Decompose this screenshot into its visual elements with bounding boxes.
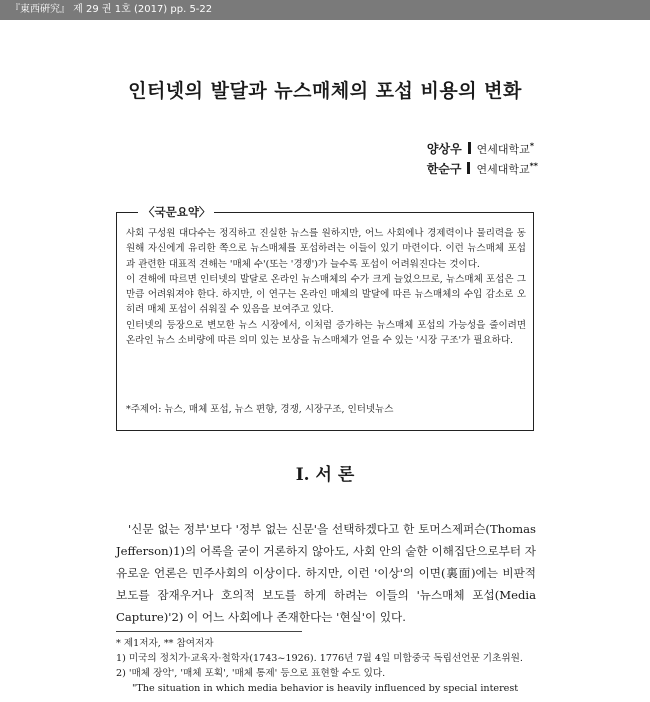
journal-header — [0, 0, 650, 20]
body-text — [116, 518, 536, 628]
footnote: "The situation in which media behavior is heavily influenced by special interest — [132, 683, 519, 694]
author-1 — [427, 140, 534, 157]
section-heading: Ⅰ. 서 론 — [295, 465, 355, 485]
footnote: * 제1저자, ** 참여저자 — [116, 638, 214, 649]
author-name: 한순구 — [426, 162, 462, 176]
paper-title: 인터넷의 발달과 뉴스매체의 포섭 비용의 변화 — [128, 80, 522, 102]
body-paragraph: '신문 없는 정부'보다 '정부 없는 신문'을 선택하겠다고 한 토머스제퍼슨(Thomas Jefferson)1)의 어록을 굳이 거론하지 않아도, 사회 안의 숱한 이해집단으로부터 자유로운 언론은 민주사회의 이상이다. 하지만, 이런 '이상'의 이면(裏面)에는 비판적 보도를 잠재우거나 호의적 보도를 하게 하려는 이들의 '뉴스매체 포섭(Media Capture)'2) 이 어느 사회에나 존재한다는 '현실'이 있다. — [116, 522, 536, 624]
author-affiliation: 연세대학교 — [476, 163, 530, 176]
author-mark: * — [529, 141, 534, 151]
keywords: *주제어: 뉴스, 매체 포섭, 뉴스 편향, 경쟁, 시장구조, 인터넷뉴스 — [126, 404, 394, 415]
abstract-top-rule — [214, 212, 534, 213]
journal-header-text: 『東西硏究』 제 29 권 1호 (2017) pp. 5-22 — [10, 4, 213, 15]
footnote: 2) '매체 장악', '매체 포획', '매체 통제' 등으로 표현할 수도 있다. — [116, 668, 386, 679]
footnotes — [116, 636, 536, 696]
abstract-label: 〈국문요약〉 — [143, 205, 211, 219]
author-mark: ** — [529, 161, 538, 171]
author-separator — [468, 142, 471, 154]
footnote-rule — [116, 631, 302, 632]
author-name: 양상우 — [426, 142, 462, 156]
abstract-paragraph: 인터넷의 등장으로 변모한 뉴스 시장에서, 이처럼 증가하는 뉴스매체 포섭의 가능성을 줄이려면 온라인 뉴스 소비량에 따른 의미 있는 보상을 뉴스매체가 얻을 수 있는 '시장 구조'가 필요하다. — [126, 319, 526, 347]
author-2 — [427, 160, 538, 177]
footnote: 1) 미국의 정치가·교육자·철학자(1743~1926). 1776년 7월 4일 미합중국 독립선언문 기초위원. — [116, 653, 523, 664]
abstract-paragraph: 이 견해에 따르면 인터넷의 발달로 온라인 뉴스매체의 수가 크게 늘었으므로, 뉴스매체 포섭은 그만큼 어려워져야 한다. 하지만, 이 연구는 온라인 매체의 발달에 따른 뉴스매체의 수입 감소로 오히려 매체 포섭이 쉬워질 수 있음을 보여주고 있다. — [126, 273, 526, 316]
abstract-text — [126, 226, 526, 348]
author-separator — [467, 162, 470, 174]
abstract-paragraph: 사회 구성원 대다수는 정직하고 진실한 뉴스를 원하지만, 어느 사회에나 경제력이나 물리력을 동원해 자신에게 유리한 쪽으로 뉴스매체를 포섭하려는 이들이 있기 마련이다. 이런 뉴스매체 포섭과 관련한 대표적 견해는 '매체 수'(또는 '경쟁')가 늘수록 포섭이 어려워진다는 것이다. — [126, 228, 526, 270]
abstract-top-rule — [116, 212, 138, 213]
author-affiliation: 연세대학교 — [476, 143, 530, 156]
